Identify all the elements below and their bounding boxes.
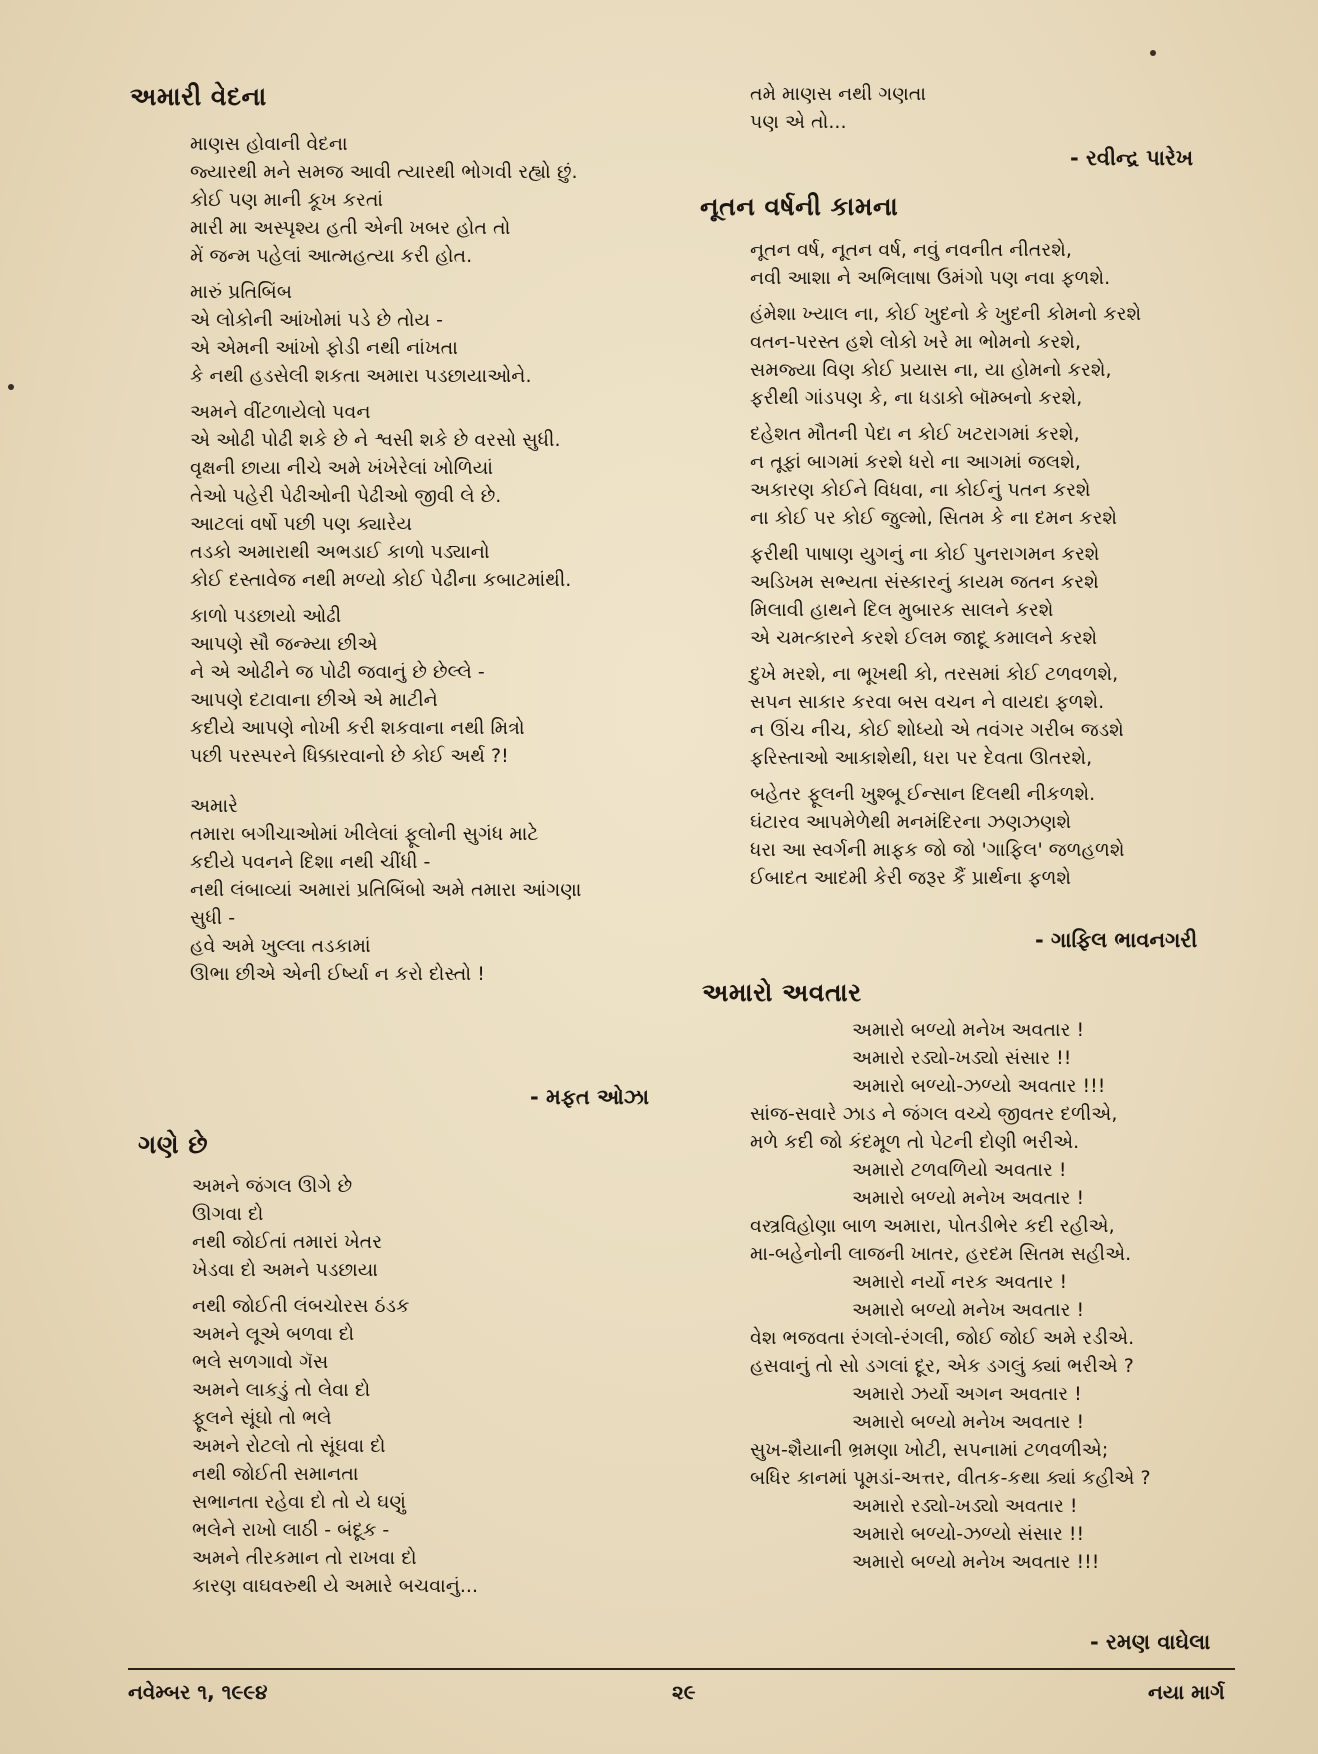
poem-line — [192, 1600, 478, 1628]
poem-title-amaro-avtar: અમારો અવતાર — [702, 978, 862, 1007]
poem-author-mafat-ojha: - મફત ઓઝા — [530, 1085, 649, 1109]
poem-line: તડકો અમારાથી અભડાઈ કાળો પડ્યાનો — [190, 541, 490, 563]
poem-line: તમારા બગીચાઓમાં ખીલેલાં ફૂલોની સુગંધ માટે — [190, 823, 539, 845]
poem-line: અમને તીરકમાન તો રાખવા દો — [192, 1547, 417, 1569]
poem-line: અડિખમ સભ્યતા સંસ્કારનું કાયમ જતન કરશે — [750, 571, 1099, 593]
poem-line: એ ઓઢી પોઢી શકે છે ને શ્વસી શકે છે વરસો સુધી. — [190, 429, 561, 451]
poem-line: આપણે સૌ જન્મ્યા છીએ — [190, 633, 378, 655]
poem-line: તેઓ પહેરી પેઢીઓની પેઢીઓ જીવી લે છે. — [190, 485, 502, 507]
poem-line: વેશ ભજવતા રંગલો-રંગલી, જોઈ જોઈ અમે રડીએ. — [750, 1327, 1135, 1349]
poem-line: મળે કદી જો કંદમૂળ તો પેટની દોણી ભરીએ. — [750, 1131, 1080, 1153]
poem-line: બધિર કાનમાં પૂમડાં-અત્તર, વીતક-કથા ક્યાં કહીએ ? — [750, 1467, 1151, 1489]
poem-line: માણસ હોવાની વેદના — [190, 133, 348, 155]
poem-line: સપન સાકાર કરવા બસ વચન ને વાયદા ફળશે. — [750, 691, 1105, 713]
poem-gane-chhe-body — [192, 1172, 478, 1628]
poem-amari-vedna-body — [190, 130, 581, 988]
poem-author-gafil-bhavnagari: - ગાફિલ ભાવનગરી — [1035, 928, 1198, 952]
poem-line: જ્યારથી મને સમજ આવી ત્યારથી ભોગવી રહ્યો છું. — [190, 161, 578, 183]
poem-line: અમને જંગલ ઊગે છે — [192, 1175, 353, 1197]
poem-line: મિલાવી હાથને દિલ મુબારક સાલને કરશે — [750, 599, 1054, 621]
poem-line: ઘંટારવ આપમેળેથી મનમંદિરના ઝણઝણશે — [750, 811, 1072, 833]
poem-title-nutan-varshni-kamna: નૂતન વર્ષની કામના — [700, 192, 899, 221]
poem-line: વસ્ત્રવિહોણા બાળ અમારા, પોતડીભેર કદી રહીએ, — [750, 1215, 1115, 1237]
poem-line: કાળો પડછાયો ઓઢી — [190, 605, 342, 627]
poem-line: મારું પ્રતિબિંબ — [190, 281, 293, 303]
poem-line: મારી મા અસ્પૃશ્ય હતી એની ખબર હોત તો — [190, 217, 511, 239]
poem-line: આટલાં વર્ષો પછી પણ ક્યારેય — [190, 513, 413, 535]
footer-page-number: ૨૯ — [672, 1680, 696, 1704]
poem-line: અમારો બળ્યો મનેખ અવતાર ! — [852, 1187, 1085, 1209]
poem-line: અમારો નર્યો નરક અવતાર ! — [852, 1271, 1068, 1293]
poem-line: આપણે દટાવાના છીએ એ માટીને — [190, 689, 438, 711]
poem-line: અમારો બળ્યો મનેખ અવતાર !!! — [852, 1551, 1100, 1573]
poem-line: એ ચમત્કારને કરશે ઈલમ જાદૂ કમાલને કરશે — [750, 627, 1098, 649]
poem-line: નથી લંબાવ્યાં અમારાં પ્રતિબિંબો અમે તમારા આંગણા — [190, 879, 582, 901]
poem-line: ન ઊંચ નીચ, કોઈ શોધ્યો એ તવંગર ગરીબ જડશે — [750, 719, 1124, 741]
poem-line: દહેશત મૌતની પેદા ન કોઈ ખટરાગમાં કરશે, — [750, 423, 1080, 445]
footer-magazine-name: નયા માર્ગ — [1148, 1680, 1225, 1704]
poem-line: દુખે મરશે, ના ભૂખથી કો, તરસમાં કોઈ ટળવળશે, — [750, 663, 1119, 685]
poem-amari-vedna-continuation — [750, 80, 926, 136]
poem-line: સભાનતા રહેવા દો તો યે ઘણું — [192, 1491, 406, 1513]
poem-line: વતન-પરસ્ત હશે લોકો ખરે મા ભોમનો કરશે, — [750, 331, 1081, 353]
poem-line: પછી પરસ્પરને ધિક્કારવાનો છે કોઈ અર્થ ?! — [190, 745, 509, 767]
poem-amaro-avtar-body — [750, 1016, 1151, 1576]
poem-line: એ એમની આંખો ફોડી નથી નાંખતા — [190, 337, 458, 359]
poem-line: નવી આશા ને અભિલાષા ઉમંગો પણ નવા ફળશે. — [750, 267, 1111, 289]
poem-line: અમારો બળ્યો મનેખ અવતાર ! — [852, 1411, 1085, 1433]
poem-line: નથી જોઈતી લંબચોરસ ઠંડક — [192, 1295, 410, 1317]
poem-line: બહેતર ફૂલની ખુશ્બૂ ઈન્સાન દિલથી નીકળશે. — [750, 783, 1096, 805]
poem-line: સમજ્યા વિણ કોઈ પ્રયાસ ના, યા હોમનો કરશે, — [750, 359, 1112, 381]
poem-line: કદીયે પવનને દિશા નથી ચીંધી - — [190, 851, 431, 873]
poem-line: કે નથી હડસેલી શકતા અમારા પડછાયાઓને. — [190, 365, 532, 387]
speck — [1150, 50, 1156, 56]
poem-line: એ લોકોની આંખોમાં પડે છે તોય - — [190, 309, 443, 331]
footer-rule — [128, 1668, 1235, 1670]
poem-line: મેં જન્મ પહેલાં આત્મહત્યા કરી હોત. — [190, 245, 473, 267]
poem-line: કોઈ પણ માની કૂખ કરતાં — [190, 189, 384, 211]
poem-line: ફરીથી પાષાણ યુગનું ના કોઈ પુનરાગમન કરશે — [750, 543, 1100, 565]
poem-nutan-varshni-kamna-body — [750, 236, 1141, 892]
poem-line: અમારો બળ્યો મનેખ અવતાર ! — [852, 1019, 1085, 1041]
poem-line: અમને લાકડું તો લેવા દો — [192, 1379, 371, 1401]
poem-line: ના કોઈ પર કોઈ જુલ્મો, સિતમ કે ના દમન કરશે — [750, 507, 1118, 529]
poem-line: કદીયે આપણે નોખી કરી શકવાના નથી મિત્રો — [190, 717, 525, 739]
poem-line: અમારો બળ્યો મનેખ અવતાર ! — [852, 1299, 1085, 1321]
poem-line: અકારણ કોઈને વિધવા, ના કોઈનું પતન કરશે — [750, 479, 1091, 501]
poem-line: પણ એ તો... — [750, 111, 847, 133]
poem-line: નૂતન વર્ષ, નૂતન વર્ષ, નવું નવનીત નીતરશે, — [750, 239, 1072, 261]
poem-line: અમને લૂએ બળવા દો — [192, 1323, 355, 1345]
poem-line: ખેડવા દો અમને પડછાયા — [192, 1259, 378, 1281]
poem-line: અમારો ઝર્યો અગન અવતાર ! — [852, 1383, 1082, 1405]
poem-line: હસવાનું તો સો ડગલાં દૂર, એક ડગલું ક્યાં ભરીએ ? — [750, 1355, 1134, 1377]
poem-line: ફરીથી ગાંડપણ કે, ના ધડાકો બૉમ્બનો કરશે, — [750, 387, 1083, 409]
poem-line: સાંજ-સવારે ઝાડ ને જંગલ વચ્ચે જીવતર દળીએ, — [750, 1103, 1118, 1125]
poem-line: સુધી - — [190, 907, 236, 929]
poem-line: કોઈ દસ્તાવેજ નથી મળ્યો કોઈ પેઢીના કબાટમાંથી. — [190, 569, 572, 591]
poem-line: વૃક્ષની છાયા નીચે અમે ખંખેરેલાં ખોળિયાં — [190, 457, 494, 479]
poem-line: અમને રોટલો તો સૂંઘવા દો — [192, 1435, 386, 1457]
poem-line: ધરા આ સ્વર્ગની માફક જો જો 'ગાફિલ' જળહળશે — [750, 839, 1125, 861]
poem-line: ઊગવા દો — [192, 1203, 264, 1225]
poem-line: અમારે — [190, 795, 238, 817]
poem-line: ફરિસ્તાઓ આકાશેથી, ધરા પર દેવતા ઊતરશે, — [750, 747, 1093, 769]
poem-line: ઈબાદત આદમી કેરી જરૂર કૈં પ્રાર્થના ફળશે — [750, 867, 1072, 889]
poem-author-raman-vaghela: - રમણ વાઘેલા — [1090, 1630, 1211, 1654]
poem-line: અમારો બળ્યો-ઝળ્યો અવતાર !!! — [852, 1075, 1106, 1097]
footer-date: નવેમ્બર ૧, ૧૯૯૪ — [128, 1680, 268, 1704]
poem-line: મા-બહેનોની લાજની ખાતર, હરદમ સિતમ સહીએ. — [750, 1243, 1132, 1265]
poem-line: અમારો રડ્યો-ખડ્યો સંસાર !! — [852, 1047, 1072, 1069]
poem-line: ને એ ઓઢીને જ પોઢી જવાનું છે છેલ્લે - — [190, 661, 485, 683]
poem-line: ભલે સળગાવો ગૅસ — [192, 1351, 329, 1373]
poem-line: નથી જોઈતી સમાનતા — [192, 1463, 359, 1485]
poem-author-ravindra-parekh: - રવીન્દ્ર પારેખ — [1070, 146, 1194, 170]
poem-line: ભલેને રાખો લાઠી - બંદૂક - — [192, 1519, 390, 1541]
poem-line: અમારો ટળવળિયો અવતાર ! — [852, 1159, 1067, 1181]
poem-line: અમારો રડ્યો-ખડ્યો અવતાર ! — [852, 1495, 1078, 1517]
poem-line: તમે માણસ નથી ગણતા — [750, 83, 927, 105]
poem-line: નથી જોઈતાં તમારાં ખેતર — [192, 1231, 383, 1253]
poem-line: અમને વીંટળાયેલો પવન — [190, 401, 371, 423]
poem-line: સુખ-શૈયાની ભ્રમણા ખોટી, સપનામાં ટળવળીએ; — [750, 1439, 1109, 1461]
poem-line: ફૂલને સૂંઘો તો ભલે — [192, 1407, 332, 1429]
speck — [8, 384, 14, 390]
poem-line: ન તૂફાં બાગમાં કરશે ધરો ના આગમાં જલશે, — [750, 451, 1081, 473]
poem-line: અમારો બળ્યો-ઝળ્યો સંસાર !! — [852, 1523, 1085, 1545]
poem-title-gane-chhe: ગણે છે — [138, 1130, 209, 1159]
poem-line: હંમેશા ખ્યાલ ના, કોઈ ખુદનો કે ખુદની કોમનો કરશે — [750, 303, 1142, 325]
poem-line: હવે અમે ખુલ્લા તડકામાં — [190, 935, 371, 957]
poem-title-amari-vedna: અમારી વેદના — [130, 82, 267, 111]
poem-line: ઊભા છીએ એની ઈર્ષ્યા ન કરો દોસ્તો ! — [190, 963, 485, 985]
poem-line: કારણ વાઘવરુથી યે અમારે બચવાનું... — [192, 1575, 479, 1597]
